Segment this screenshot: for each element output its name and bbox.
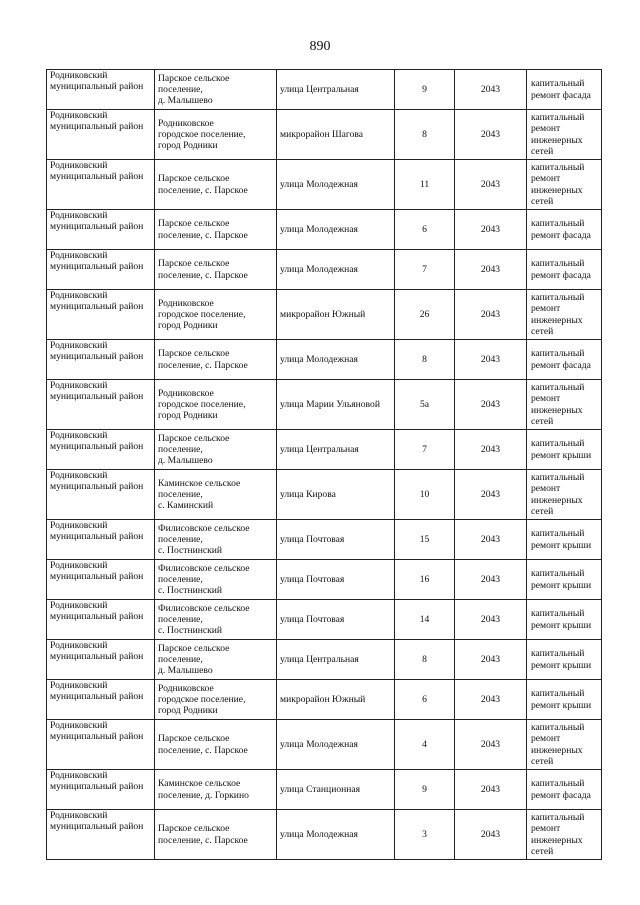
district-cell: Родниковский муниципальный район xyxy=(47,640,155,680)
settlement-line: поселение, с. Парское xyxy=(158,359,248,371)
district-cell: Родниковский муниципальный район xyxy=(47,290,155,340)
table-row xyxy=(47,470,602,520)
settlement-line: Парское сельское xyxy=(158,218,230,230)
district-cell: Родниковский муниципальный район xyxy=(47,600,155,640)
settlement-line: д. Малышево xyxy=(158,665,213,677)
street-cell: улица Молодежная xyxy=(277,160,395,210)
table-row xyxy=(47,340,602,380)
settlement-cell xyxy=(155,810,277,860)
district-cell: Родниковский муниципальный район xyxy=(47,720,155,770)
house-number-cell: 9 xyxy=(395,70,455,110)
settlement-line: поселение, xyxy=(158,83,203,95)
work-type-cell: капитальный ремонт инженерных сетей xyxy=(527,110,602,160)
table-row xyxy=(47,110,602,160)
street-cell: улица Марии Ульяновой xyxy=(277,380,395,430)
district-cell: Родниковский муниципальный район xyxy=(47,770,155,810)
street-cell: улица Молодежная xyxy=(277,210,395,250)
settlement-line: город Родники xyxy=(158,140,218,152)
settlement-line: поселение, xyxy=(158,653,203,665)
district-cell: Родниковский муниципальный район xyxy=(47,470,155,520)
year-cell: 2043 xyxy=(455,250,527,290)
settlement-line: поселение, д. Горкино xyxy=(158,789,249,801)
street-cell: улица Молодежная xyxy=(277,720,395,770)
settlement-line: с. Постнинский xyxy=(158,625,223,637)
year-cell: 2043 xyxy=(455,380,527,430)
settlement-line: городское поселение, xyxy=(158,693,246,705)
house-number-cell: 7 xyxy=(395,430,455,470)
settlement-line: поселение, xyxy=(158,488,203,500)
house-number-cell: 16 xyxy=(395,560,455,600)
settlement-cell xyxy=(155,70,277,110)
table-row xyxy=(47,770,602,810)
work-type-cell: капитальный ремонт крыши xyxy=(527,560,602,600)
work-type-cell: капитальный ремонт фасада xyxy=(527,70,602,110)
work-type-cell: капитальный ремонт фасада xyxy=(527,770,602,810)
settlement-line: Парское сельское xyxy=(158,432,230,444)
year-cell: 2043 xyxy=(455,210,527,250)
year-cell: 2043 xyxy=(455,560,527,600)
year-cell: 2043 xyxy=(455,810,527,860)
settlement-line: с. Постнинский xyxy=(158,545,223,557)
settlement-cell xyxy=(155,250,277,290)
house-number-cell: 3 xyxy=(395,810,455,860)
year-cell: 2043 xyxy=(455,110,527,160)
house-number-cell: 11 xyxy=(395,160,455,210)
table-row xyxy=(47,680,602,720)
settlement-cell xyxy=(155,210,277,250)
settlement-line: поселение, с. Парское xyxy=(158,744,248,756)
settlement-line: городское поселение, xyxy=(158,308,246,320)
settlement-cell xyxy=(155,430,277,470)
year-cell: 2043 xyxy=(455,520,527,560)
settlement-line: с. Постнинский xyxy=(158,585,223,597)
settlement-cell xyxy=(155,560,277,600)
house-number-cell: 15 xyxy=(395,520,455,560)
year-cell: 2043 xyxy=(455,640,527,680)
street-cell: улица Центральная xyxy=(277,70,395,110)
table-row xyxy=(47,380,602,430)
work-type-cell: капитальный ремонт крыши xyxy=(527,600,602,640)
settlement-line: Филисовское сельское xyxy=(158,522,250,534)
house-number-cell: 9 xyxy=(395,770,455,810)
house-number-cell: 7 xyxy=(395,250,455,290)
settlement-line: поселение, xyxy=(158,533,203,545)
settlement-line: Каминское сельское xyxy=(158,778,241,790)
work-type-cell: капитальный ремонт инженерных сетей xyxy=(527,160,602,210)
settlement-cell xyxy=(155,290,277,340)
settlement-line: Парское сельское xyxy=(158,642,230,654)
district-cell: Родниковский муниципальный район xyxy=(47,520,155,560)
settlement-line: поселение, с. Парское xyxy=(158,229,248,241)
house-number-cell: 4 xyxy=(395,720,455,770)
house-number-cell: 10 xyxy=(395,470,455,520)
work-type-cell: капитальный ремонт инженерных сетей xyxy=(527,720,602,770)
settlement-line: городское поселение, xyxy=(158,398,246,410)
settlement-line: Филисовское сельское xyxy=(158,562,250,574)
street-cell: микрорайон Южный xyxy=(277,290,395,340)
house-number-cell: 6 xyxy=(395,210,455,250)
settlement-cell xyxy=(155,640,277,680)
settlement-line: Парское сельское xyxy=(158,72,230,84)
settlement-line: поселение, с. Парское xyxy=(158,834,248,846)
district-cell: Родниковский муниципальный район xyxy=(47,110,155,160)
settlement-line: Парское сельское xyxy=(158,823,230,835)
work-type-cell: капитальный ремонт крыши xyxy=(527,640,602,680)
house-number-cell: 5а xyxy=(395,380,455,430)
settlement-cell xyxy=(155,600,277,640)
table-body xyxy=(47,70,602,860)
year-cell: 2043 xyxy=(455,340,527,380)
settlement-line: д. Малышево xyxy=(158,95,213,107)
table-row xyxy=(47,720,602,770)
work-type-cell: капитальный ремонт фасада xyxy=(527,250,602,290)
settlement-cell xyxy=(155,380,277,430)
table-row xyxy=(47,430,602,470)
work-type-cell: капитальный ремонт инженерных сетей xyxy=(527,380,602,430)
settlement-line: Парское сельское xyxy=(158,733,230,745)
street-cell: улица Молодежная xyxy=(277,810,395,860)
district-cell: Родниковский муниципальный район xyxy=(47,810,155,860)
repair-schedule-table xyxy=(46,69,602,860)
settlement-line: поселение, с. Парское xyxy=(158,269,248,281)
settlement-line: Парское сельское xyxy=(158,348,230,360)
settlement-line: Родниковское xyxy=(158,387,214,399)
work-type-cell: капитальный ремонт инженерных сетей xyxy=(527,290,602,340)
settlement-line: Филисовское сельское xyxy=(158,602,250,614)
work-type-cell: капитальный ремонт крыши xyxy=(527,520,602,560)
table-row xyxy=(47,560,602,600)
district-cell: Родниковский муниципальный район xyxy=(47,160,155,210)
table-row xyxy=(47,640,602,680)
year-cell: 2043 xyxy=(455,770,527,810)
work-type-cell: капитальный ремонт крыши xyxy=(527,430,602,470)
street-cell: микрорайон Южный xyxy=(277,680,395,720)
settlement-cell xyxy=(155,720,277,770)
settlement-line: поселение, xyxy=(158,613,203,625)
table-row xyxy=(47,520,602,560)
house-number-cell: 8 xyxy=(395,640,455,680)
work-type-cell: капитальный ремонт фасада xyxy=(527,210,602,250)
district-cell: Родниковский муниципальный район xyxy=(47,380,155,430)
work-type-cell: капитальный ремонт крыши xyxy=(527,680,602,720)
table-row xyxy=(47,600,602,640)
year-cell: 2043 xyxy=(455,70,527,110)
district-cell: Родниковский муниципальный район xyxy=(47,210,155,250)
year-cell: 2043 xyxy=(455,680,527,720)
street-cell: микрорайон Шагова xyxy=(277,110,395,160)
settlement-line: с. Каминский xyxy=(158,500,214,512)
settlement-cell xyxy=(155,340,277,380)
street-cell: улица Почтовая xyxy=(277,560,395,600)
street-cell: улица Кирова xyxy=(277,470,395,520)
work-type-cell: капитальный ремонт инженерных сетей xyxy=(527,810,602,860)
table-row xyxy=(47,70,602,110)
settlement-cell xyxy=(155,160,277,210)
table-row xyxy=(47,250,602,290)
settlement-line: Родниковское xyxy=(158,117,214,129)
settlement-line: город Родники xyxy=(158,320,218,332)
district-cell: Родниковский муниципальный район xyxy=(47,680,155,720)
page-number: 890 xyxy=(309,39,331,54)
settlement-line: Родниковское xyxy=(158,297,214,309)
work-type-cell: капитальный ремонт инженерных сетей xyxy=(527,470,602,520)
settlement-cell xyxy=(155,680,277,720)
settlement-line: городское поселение, xyxy=(158,128,246,140)
street-cell: улица Молодежная xyxy=(277,340,395,380)
district-cell: Родниковский муниципальный район xyxy=(47,560,155,600)
settlement-line: д. Малышево xyxy=(158,455,213,467)
year-cell: 2043 xyxy=(455,470,527,520)
settlement-line: Каминское сельское xyxy=(158,477,241,489)
year-cell: 2043 xyxy=(455,600,527,640)
year-cell: 2043 xyxy=(455,430,527,470)
settlement-line: поселение, xyxy=(158,443,203,455)
settlement-line: город Родники xyxy=(158,705,218,717)
table-row xyxy=(47,160,602,210)
work-type-cell: капитальный ремонт фасада xyxy=(527,340,602,380)
settlement-line: город Родники xyxy=(158,410,218,422)
street-cell: улица Молодежная xyxy=(277,250,395,290)
table-row xyxy=(47,290,602,340)
year-cell: 2043 xyxy=(455,290,527,340)
year-cell: 2043 xyxy=(455,160,527,210)
table-row xyxy=(47,810,602,860)
street-cell: улица Почтовая xyxy=(277,520,395,560)
street-cell: улица Центральная xyxy=(277,430,395,470)
settlement-cell xyxy=(155,110,277,160)
settlement-line: Парское сельское xyxy=(158,258,230,270)
settlement-cell xyxy=(155,770,277,810)
table-row xyxy=(47,210,602,250)
settlement-line: Родниковское xyxy=(158,682,214,694)
house-number-cell: 26 xyxy=(395,290,455,340)
street-cell: улица Центральная xyxy=(277,640,395,680)
settlement-line: Парское сельское xyxy=(158,173,230,185)
settlement-cell xyxy=(155,520,277,560)
settlement-line: поселение, xyxy=(158,573,203,585)
district-cell: Родниковский муниципальный район xyxy=(47,430,155,470)
settlement-cell xyxy=(155,470,277,520)
district-cell: Родниковский муниципальный район xyxy=(47,70,155,110)
settlement-line: поселение, с. Парское xyxy=(158,184,248,196)
district-cell: Родниковский муниципальный район xyxy=(47,340,155,380)
street-cell: улица Почтовая xyxy=(277,600,395,640)
street-cell: улица Станционная xyxy=(277,770,395,810)
house-number-cell: 8 xyxy=(395,340,455,380)
year-cell: 2043 xyxy=(455,720,527,770)
district-cell: Родниковский муниципальный район xyxy=(47,250,155,290)
house-number-cell: 8 xyxy=(395,110,455,160)
house-number-cell: 14 xyxy=(395,600,455,640)
house-number-cell: 6 xyxy=(395,680,455,720)
